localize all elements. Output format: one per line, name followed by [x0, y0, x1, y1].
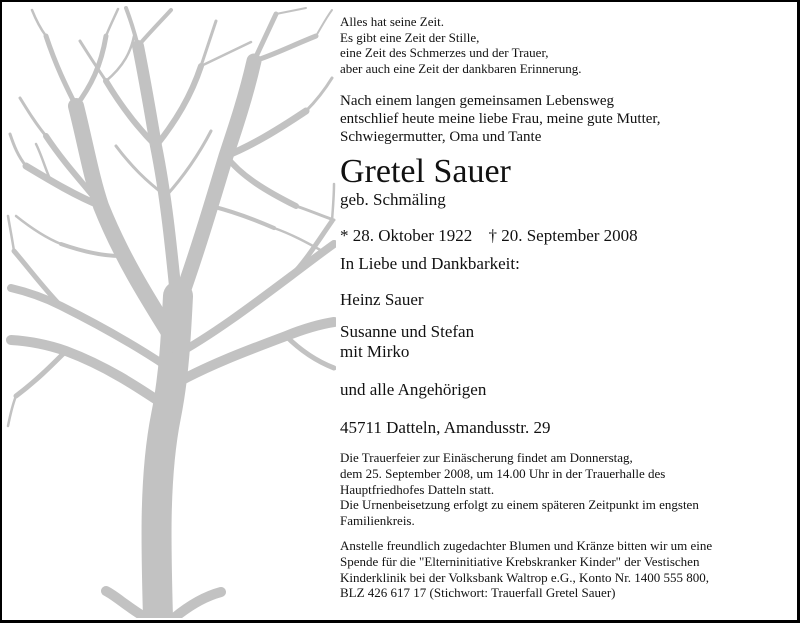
funeral-line: Hauptfriedhofes Datteln statt. — [340, 481, 495, 497]
donation-line: Kinderklinik bei der Volksbank Waltrop e.G., Konto Nr. 1400 555 800, — [340, 569, 710, 585]
birth-date: * 28. Oktober 1922 — [340, 226, 473, 246]
donation-line: BLZ 426 617 17 (Stichwort: Trauerfall Gretel Sauer) — [340, 585, 616, 601]
funeral-line: Die Trauerfeier zur Einäscherung findet am Donnerstag, — [340, 450, 633, 466]
address: 45711 Datteln, Amandusstr. 29 — [340, 418, 551, 438]
bare-tree-illustration — [6, 6, 336, 618]
poem — [340, 14, 790, 76]
donation-line: Spende für die "Elterninitiative Krebskranker Kinder" der Vestischen — [340, 553, 700, 569]
deceased-name: Gretel Sauer — [340, 153, 511, 191]
obituary-text — [340, 14, 790, 601]
children-line: Susanne und Stefan — [340, 322, 475, 342]
funeral-notice — [340, 450, 790, 528]
birth-name: geb. Schmäling — [340, 190, 446, 210]
donation-notice — [340, 538, 790, 600]
children-line: mit Mirko — [340, 342, 410, 362]
death-date: † 20. September 2008 — [488, 226, 638, 246]
poem-line: aber auch eine Zeit der dankbaren Erinnerung. — [340, 60, 582, 76]
donation-line: Anstelle freundlich zugedachter Blumen und Kränze bitten wir um eine — [340, 538, 713, 554]
life-dates — [340, 226, 790, 246]
poem-line: eine Zeit des Schmerzes und der Trauer, — [340, 45, 549, 61]
intro-line: Nach einem langen gemeinsamen Lebensweg — [340, 93, 615, 110]
funeral-line: Die Urnenbeisetzung erfolgt zu einem späteren Zeitpunkt im engsten — [340, 497, 699, 513]
intro-text — [340, 92, 790, 146]
funeral-line: dem 25. September 2008, um 14.00 Uhr in der Trauerhalle des — [340, 465, 666, 481]
thanks-line: In Liebe und Dankbarkeit: — [340, 254, 520, 274]
husband-name: Heinz Sauer — [340, 290, 424, 310]
funeral-line: Familienkreis. — [340, 512, 415, 528]
children-names — [340, 322, 790, 362]
relatives-line: und alle Angehörigen — [340, 380, 487, 400]
poem-line: Alles hat seine Zeit. — [340, 14, 444, 29]
intro-line: entschlief heute meine liebe Frau, meine gute Mutter, — [340, 111, 661, 128]
poem-line: Es gibt eine Zeit der Stille, — [340, 29, 480, 45]
intro-line: Schwiegermutter, Oma und Tante — [340, 129, 542, 146]
